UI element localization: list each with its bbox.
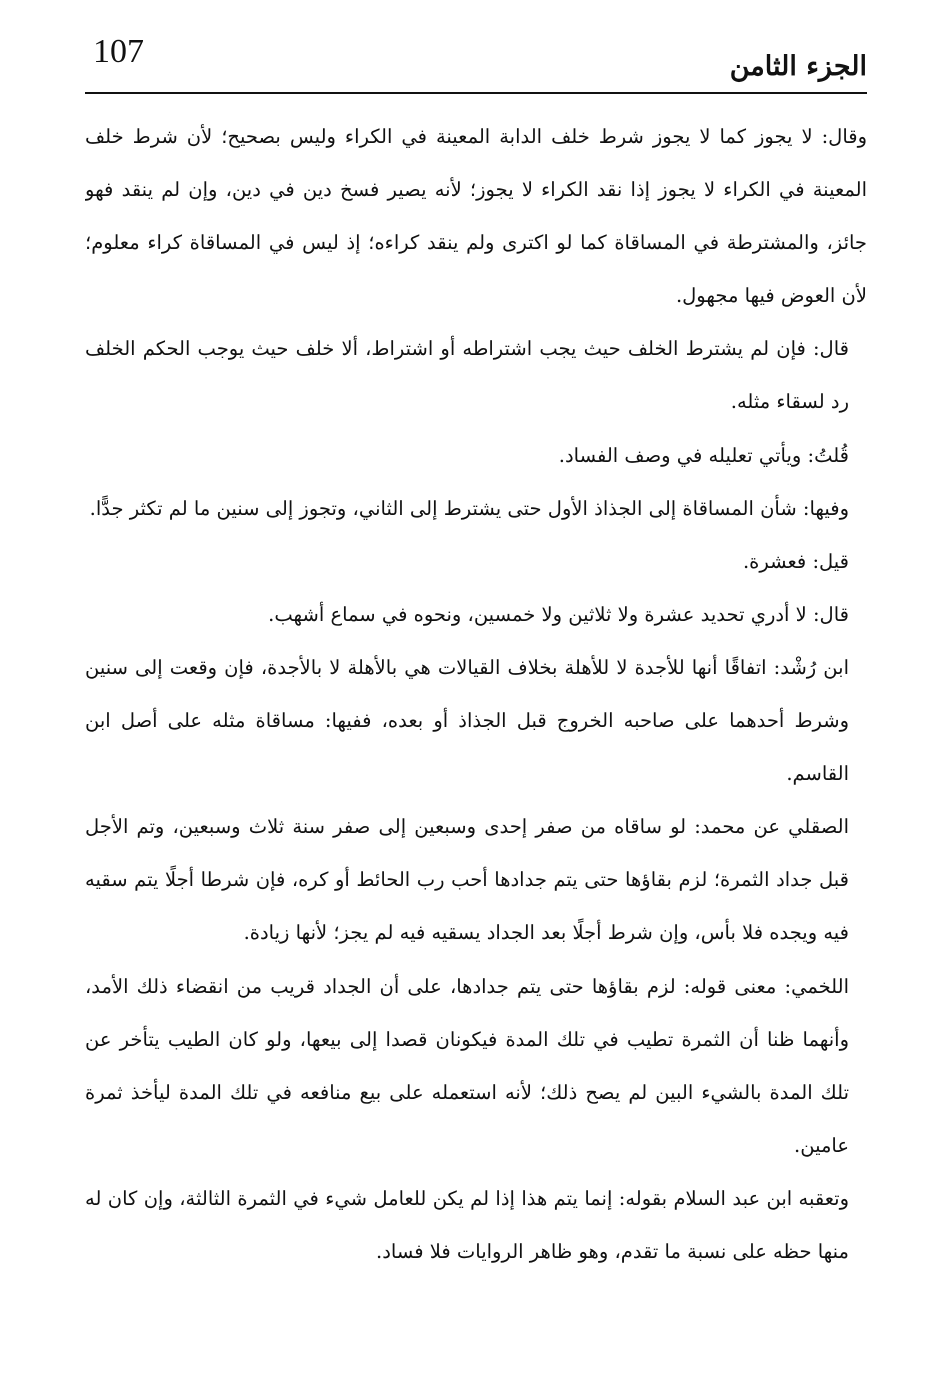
paragraph: قال: لا أدري تحديد عشرة ولا ثلاثين ولا خمسين، ونحوه في سماع أشهب.	[268, 602, 849, 626]
paragraph: قال: فإن لم يشترط الخلف حيث يجب اشتراطه أو اشتراط، ألا خلف حيث يوجب الحكم الخلف رد لسقاء مثله.	[85, 337, 849, 414]
paragraph: وقال: لا يجوز كما لا يجوز شرط خلف الدابة المعينة في الكراء وليس بصحيح؛ لأن شرط خلف المعينة في الكراء لا يجوز إذا نقد الكراء لا يجوز؛ لأنه يصير فسخ دين في دين، وإن لم ينقد فهو جائز، والمشترطة في المساقاة كما لو اكترى ولم ينقد كراءه؛ إذ ليس في المساقاة كراء معلوم؛ لأن العوض فيها مجهول.	[85, 125, 867, 308]
body-text	[85, 110, 867, 1350]
page-header	[85, 30, 867, 88]
paragraph: قُلتُ: ويأتي تعليله في وصف الفساد.	[558, 443, 849, 467]
paragraph: وفيها: شأن المساقاة إلى الجذاذ الأول حتى يشترط إلى الثاني، وتجوز إلى سنين ما لم تكثر جدًّا.	[89, 496, 849, 520]
header-rule	[85, 92, 867, 94]
paragraph: ابن رُشْد: اتفاقًا أنها للأجدة لا للأهلة بخلاف القيالات هي بالأهلة لا بالأجدة، فإن وقعت إلى سنين وشرط أحدهما على صاحبه الخروج قبل الجذاذ أو بعده، ففيها: مساقاة مثله على أصل ابن القاسم.	[85, 655, 849, 786]
paragraph: الصقلي عن محمد: لو ساقاه من صفر إحدى وسبعين إلى صفر سنة ثلاث وسبعين، وتم الأجل قبل جداد الثمرة؛ لزم بقاؤها حتى يتم جدادها أحب رب الحائط أو كره، فإن شرطا أجلًا يتم سقيه فيه ويجده فلا بأس، وإن شرط أجلًا بعد الجداد يسقيه فيه لم يجز؛ لأنها زيادة.	[85, 815, 849, 945]
paragraph: قيل: فعشرة.	[742, 549, 849, 573]
paragraph: اللخمي: معنى قوله: لزم بقاؤها حتى يتم جدادها، على أن الجداد قريب من انقضاء ذلك الأمد، وأنهما ظنا أن الثمرة تطيب في تلك المدة فيكونان قصدا إلى بيعها، ولو كان الطيب يتأخر عن تلك المدة بالشيء البين لم يصح ذلك؛ لأنه استعمله على بيع منافعه في تلك المدة ليأخذ ثمرة عامين.	[85, 974, 849, 1157]
paragraph: وتعقبه ابن عبد السلام بقوله: إنما يتم هذا إذا لم يكن للعامل شيء في الثمرة الثالثة، وإن كان له منها حظه على نسبة ما تقدم، وهو ظاهر الروايات فلا فساد.	[85, 1186, 849, 1263]
page-number: 107	[93, 33, 144, 70]
running-head: الجزء الثامن	[729, 51, 867, 82]
